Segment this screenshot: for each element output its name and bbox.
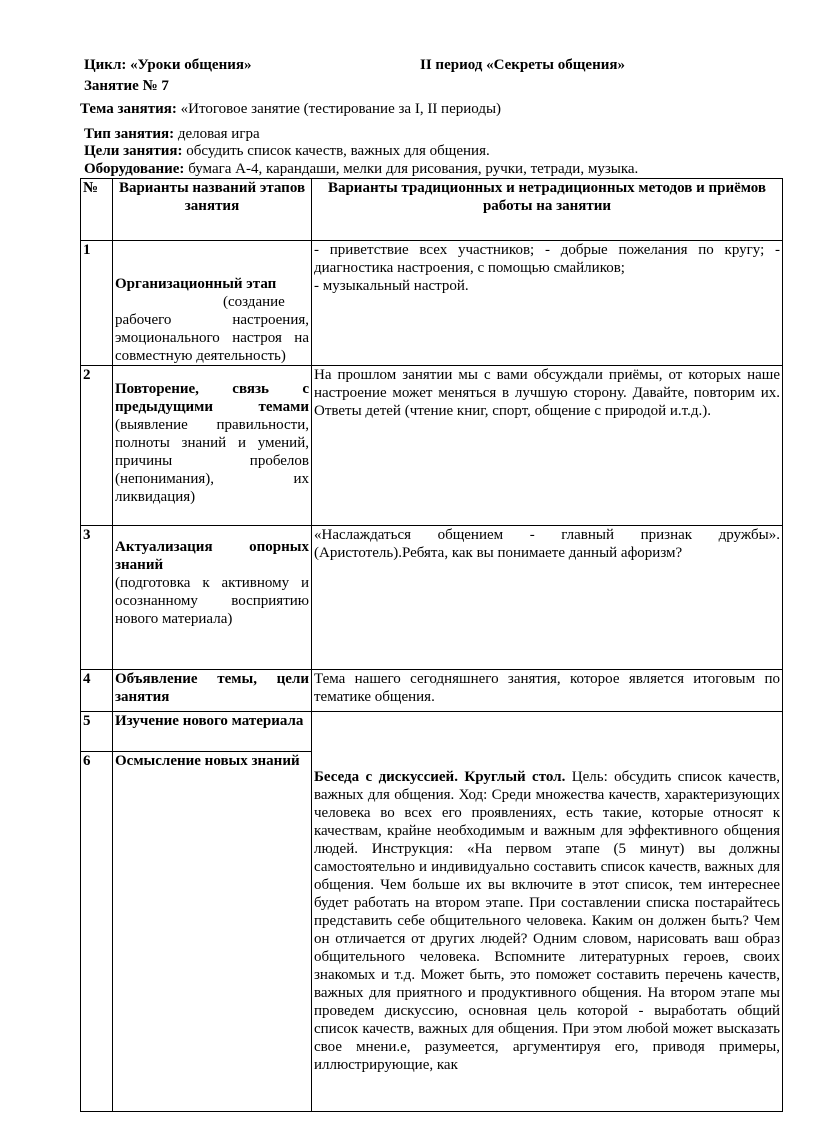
methods-cell — [312, 712, 783, 1112]
equipment-value: бумага А-4, карандаши, мелки для рисования, ручки, тетради, музыка. — [188, 161, 639, 177]
header-number: № — [81, 179, 113, 241]
row-number: 3 — [81, 526, 113, 670]
stage-title: Организационный этап — [115, 276, 277, 292]
type-value: деловая игра — [177, 126, 260, 142]
goals-line — [84, 142, 490, 160]
cycle-label: Цикл: «Уроки общения» — [84, 57, 252, 73]
period-label: II период «Секреты общения» — [420, 57, 625, 73]
table-header-row — [81, 179, 783, 241]
goals-key: Цели занятия: — [84, 143, 183, 159]
methods-text: - приветствие всех участников; - добрые пожелания по кругу; - диагностика настроения, с помощью смайликов; — [314, 242, 780, 276]
topic-value: «Итоговое занятие (тестирование за I, II периоды) — [180, 101, 502, 117]
table-row — [81, 670, 783, 712]
goals-value: обсудить список качеств, важных для общения. — [186, 143, 490, 159]
topic-key: Тема занятия: — [80, 101, 177, 117]
lesson-label: Занятие № 7 — [84, 78, 169, 94]
stage-title: Изучение нового материала — [115, 713, 304, 729]
row-number: 4 — [81, 670, 113, 712]
stage-cell — [113, 241, 312, 366]
stage-title: Актуализация опорных знаний — [115, 539, 309, 573]
header-methods: Варианты традиционных и нетрадиционных методов и приёмов работы на занятии — [312, 179, 783, 241]
stage-cell — [113, 670, 312, 712]
methods-text: Цель: обсудить список качеств, важных для общения. Ход: Среди множества качеств, характеризующих человека во всех его проявлениях, есть такие, которые относят к качествам, крайне необходимым и важным для эффективного общения людей. Инструкция: «На первом этапе (5 минут) вы должны самостоятельно и индивидуально составить список качеств, важных для общения. Чем больше их вы включите в этот список, тем интереснее будет работать на втором этапе. При составлении списка постарайтесь представить себе общительного человека. Каким он должен быть? Чем он отличается от других людей? Одним словом, нарисовать ваш образ общительного человека. Вспомните литературных героев, своих знакомых и т.д. Может быть, это поможет составить перечень качеств, важных для приятного и продуктивного общения. На втором этапе мы проведем дискуссию, основная цель которой - выработать общий список качеств, важных для общения. При этом любой может высказать свое мнени.е, разумеется, аргументируя его, приводя примеры, иллюстрирующие, как — [314, 769, 780, 1073]
methods-lead: Беседа с дискуссией. Круглый стол. — [314, 769, 566, 785]
methods-cell — [312, 241, 783, 366]
methods-text-2: - музыкальный настрой. — [314, 278, 469, 294]
row-number: 1 — [81, 241, 113, 366]
methods-text: «Наслаждаться общением - главный признак дружбы». (Аристотель).Ребята, как вы понимаете данный афоризм? — [314, 527, 780, 561]
table-row — [81, 241, 783, 366]
stage-title: Повторение, связь с предыдущими темами — [115, 381, 309, 415]
methods-text: На прошлом занятии мы с вами обсуждали приёмы, от которых наше настроение может меняться в лучшую сторону. Давайте, повторим их. Ответы детей (чтение книг, спорт, общение с природой и.т.д.). — [314, 367, 780, 419]
stage-cell — [113, 752, 312, 1112]
topic-line — [80, 100, 501, 118]
header-stages: Варианты названий этапов занятия — [113, 179, 312, 241]
methods-cell — [312, 670, 783, 712]
stage-title: Осмысление новых знаний — [115, 753, 300, 769]
lesson-plan-table — [80, 178, 783, 1112]
stage-cell — [113, 366, 312, 526]
type-line — [84, 125, 260, 143]
stage-cell — [113, 526, 312, 670]
equipment-line — [84, 160, 638, 178]
methods-cell — [312, 526, 783, 670]
table-row — [81, 366, 783, 526]
row-number: 2 — [81, 366, 113, 526]
stage-cell — [113, 712, 312, 752]
row-number: 5 — [81, 712, 113, 752]
equipment-key: Оборудование: — [84, 161, 185, 177]
row-number: 6 — [81, 752, 113, 1112]
table-row — [81, 526, 783, 670]
stage-note: (выявление правильности, полноты знаний и умений, причины пробелов (непонимания), их ликвидация) — [115, 417, 309, 505]
stage-note: (создание рабочего настроения, эмоционального настроя на совместную деятельность) — [115, 294, 309, 364]
table-row — [81, 712, 783, 752]
stage-note: (подготовка к активному и осознанному восприятию нового материала) — [115, 575, 309, 627]
methods-cell — [312, 366, 783, 526]
methods-text: Тема нашего сегодняшнего занятия, которое является итоговым по тематике общения. — [314, 671, 780, 705]
stage-title: Объявление темы, цели занятия — [115, 671, 309, 705]
type-key: Тип занятия: — [84, 126, 175, 142]
